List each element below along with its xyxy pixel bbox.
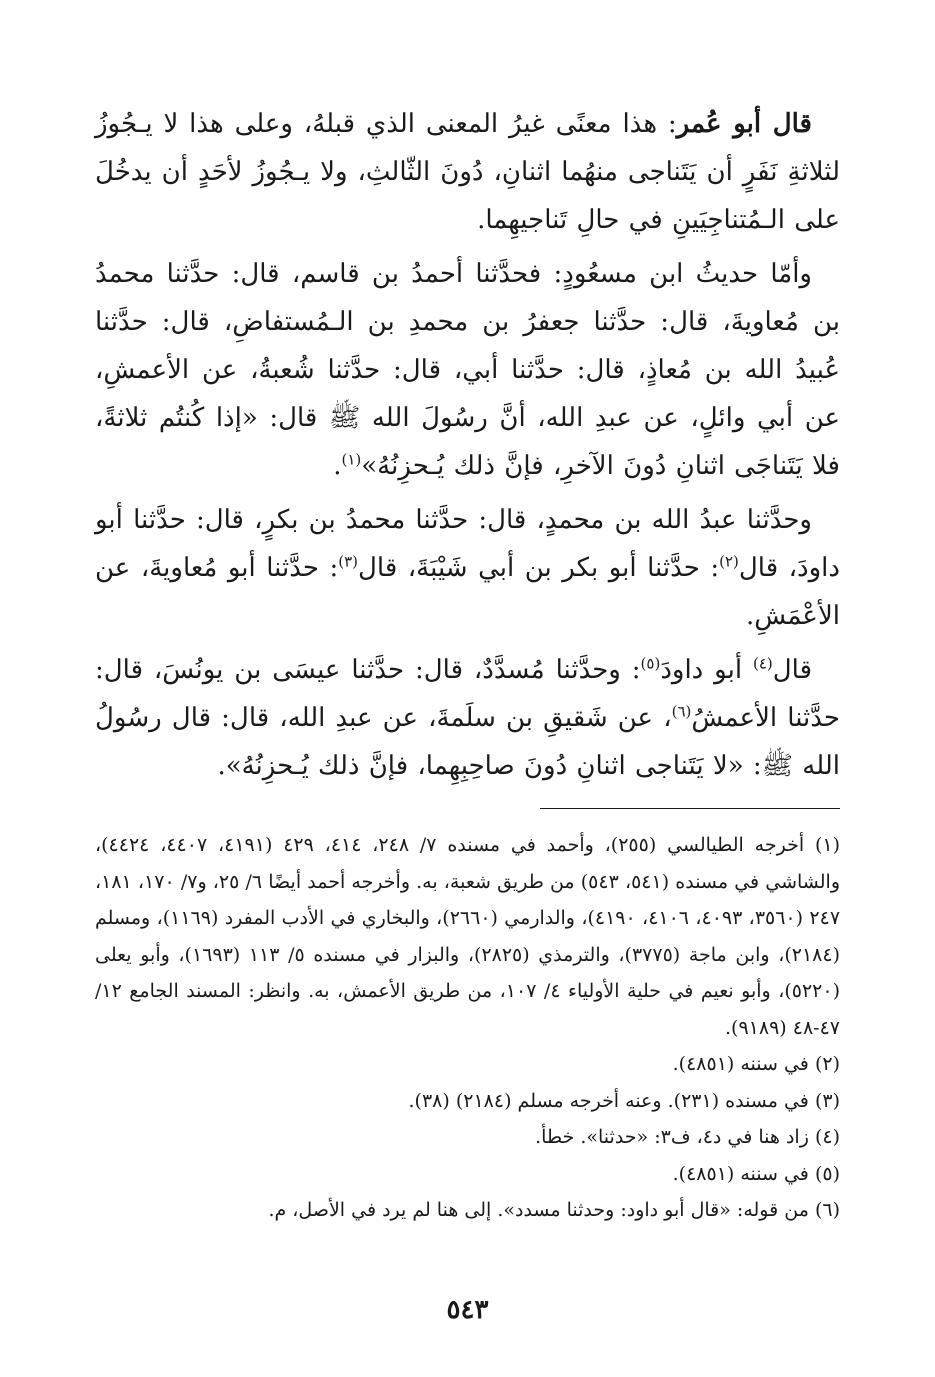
paragraph-3-text-c: : حدَّثنا أبو مُعاويةَ، عن الأعْمَشِ. — [95, 553, 840, 631]
footnote-6 — [95, 1192, 840, 1229]
footnote-number: (١) — [814, 834, 841, 856]
page — [95, 100, 840, 1229]
footnote-2 — [95, 1046, 840, 1083]
page-number: ٥٤٣ — [446, 1295, 489, 1325]
footnote-number: (٤) — [814, 1126, 840, 1148]
paragraph-3 — [95, 496, 840, 640]
paragraph-4-text-b: أبو داودَ — [660, 655, 753, 685]
footnote-5 — [95, 1156, 840, 1193]
paragraph-4 — [95, 646, 840, 790]
paragraph-3-text-a: وحدَّثنا عبدُ الله بن محمدٍ، قال: حدَّثنا محمدُ بن بكرٍ، قال: حدَّثنا أبو داودَ، قال — [95, 505, 840, 583]
speaker-name: قال أبو عُمر — [676, 109, 812, 139]
main-text — [95, 100, 840, 790]
footnote-number: (٢) — [814, 1053, 840, 1075]
paragraph-4-text-d: ، عن شَقيقِ بن سلَمةَ، عن عبدِ الله، قال: قال رسُولُ الله ﷺ: «لا يَتَناجى اثنانِ دُونَ صاحِبِهِما، فإنَّ ذلك يُـحزِنُهُ». — [95, 703, 840, 781]
paragraph-2 — [95, 250, 840, 490]
paragraph-3-text-b: : حدَّثنا أبو بكر بن أبي شَيْبَةَ، قال — [358, 553, 720, 583]
footnote-ref-5: (٥) — [640, 654, 661, 673]
footnote-number: (٥) — [814, 1162, 840, 1185]
paragraph-1 — [95, 100, 840, 244]
paragraph-4-text-c: : وحدَّثنا مُسدَّدٌ، قال: حدَّثنا عيسَى بن يونُسَ، قال: حدَّثنا الأعمشُ — [95, 655, 840, 733]
footnote-text: من قوله: «قال أبو داود: وحدثنا مسدد». إلى هنا لم يرد في الأصل، م. — [268, 1199, 809, 1221]
footnote-ref-1: (١) — [341, 450, 362, 469]
footnote-text: في سننه (٤٨٥١). — [672, 1162, 809, 1185]
paragraph-4-text-a: قال — [772, 655, 813, 685]
footnote-number: (٣) — [814, 1089, 840, 1112]
footnote-ref-4: (٤) — [752, 654, 773, 673]
footnotes — [95, 827, 840, 1229]
paragraph-2-text: وأمّا حديثُ ابن مسعُودٍ: فحدَّثنا أحمدُ بن قاسم، قال: حدَّثنا محمدُ بن مُعاويةَ، قال: حدَّثنا جعفرُ بن محمدِ بن الـمُستفاضِ، قال: حدَّثنا عُبيدُ الله بن مُعاذٍ، قال: حدَّثنا أبي، قال: حدَّثنا شُعبةُ، عن الأعمشِ، عن أبي وائلٍ، عن عبدِ الله، أنَّ رسُولَ الله ﷺ قال: «إذا كُنتُم ثلاثةً، فلا يَتَناجَى اثنانِ دُونَ الآخرِ، فإنَّ ذلك يُـحزِنُهُ» — [95, 259, 840, 481]
footnote-text: في سننه (٤٨٥١). — [672, 1053, 809, 1075]
footnote-text: في مسنده (٢٣١). وعنه أخرجه مسلم (٢١٨٤) (٣٨). — [408, 1089, 809, 1112]
paragraph-1-text: : هذا معنًى غيرُ المعنى الذي قبلهُ، وعلى هذا لا يـجُوزُ لثلاثةِ نَفَرٍ أن يَتَناجى منهُما اثنانِ، دُونَ الثّالثِ، ولا يـجُوزُ لأحَدٍ أن يدخُلَ على الـمُتناجِيَينِ في حالِ تَناجيهِما. — [95, 109, 840, 235]
footnote-3 — [95, 1083, 840, 1120]
footnote-text: زاد هنا في د٤، ف٣: «حدثنا». خطأ. — [535, 1126, 809, 1148]
footnote-ref-3: (٣) — [338, 552, 359, 571]
footnote-ref-6: (٦) — [671, 702, 692, 721]
footnote-number: (٦) — [814, 1199, 840, 1221]
paragraph-2-end: . — [333, 451, 342, 481]
footnote-1 — [95, 827, 840, 1046]
footnote-divider — [540, 808, 840, 809]
footnote-text: أخرجه الطيالسي (٢٥٥)، وأحمد في مسنده ٧/ ٢٤٨، ٤١٤، ٤٢٩ (٤١٩١، ٤٤٠٧، ٤٤٢٤)، والشاشي في مسنده (٥٤١، ٥٤٣) من طريق شعبة، به. وأخرجه أحمد أيضًا ٦/ ٢٥، و٧/ ١٧٠، ١٨١، ٢٤٧ (٣٥٦٠، ٤٠٩٣، ٤١٠٦، ٤١٩٠)، والدارمي (٢٦٦٠)، والبخاري في الأدب المفرد (١١٦٩)، ومسلم (٢١٨٤)، وابن ماجة (٣٧٧٥)، والترمذي (٢٨٢٥)، والبزار في مسنده ٥/ ١١٣ (١٦٩٣)، وأبو يعلى (٥٢٢٠)، وأبو نعيم في حلية الأولياء ٤/ ١٠٧، من طريق الأعمش، به. وانظر: المسند الجامع ١٢/ ٤٧-٤٨ (٩١٨٩). — [95, 834, 841, 1039]
footnote-ref-2: (٢) — [719, 552, 739, 571]
footnote-4 — [95, 1119, 840, 1156]
